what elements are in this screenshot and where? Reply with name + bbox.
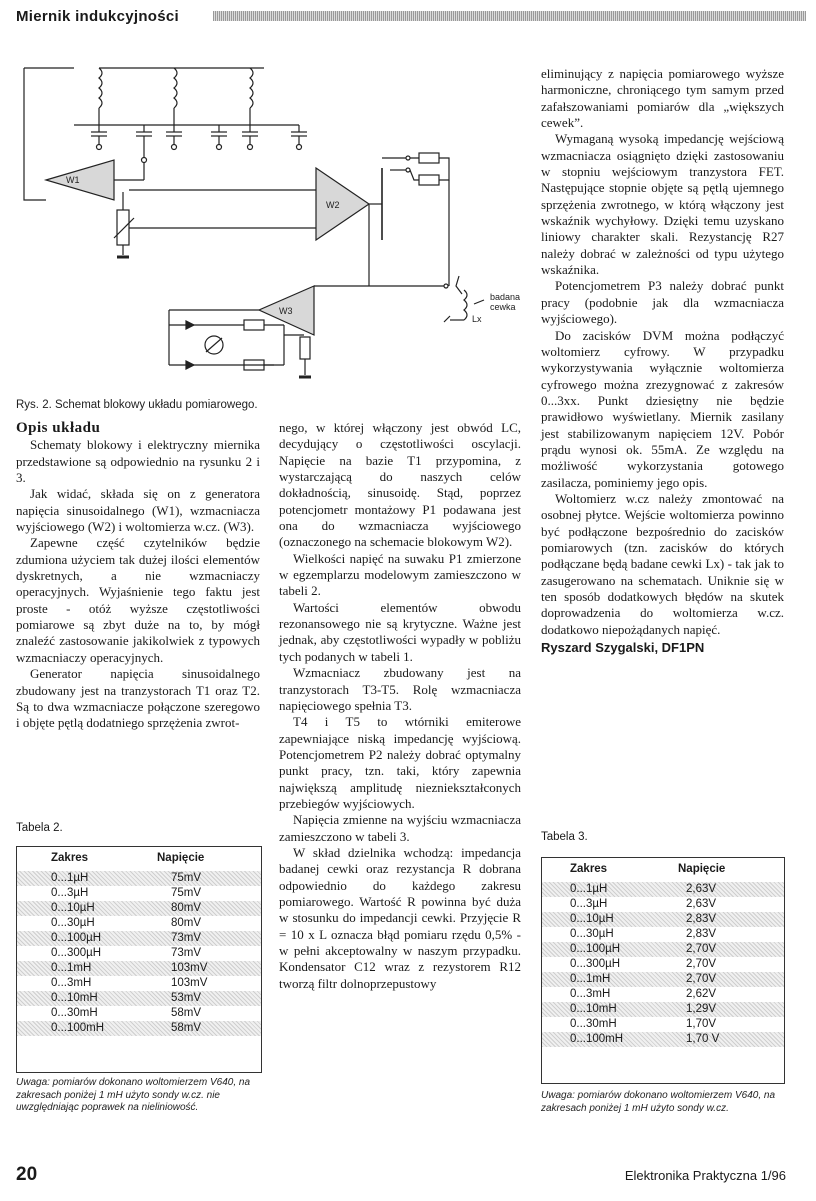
- paragraph: Potencjometrem P3 należy dobrać punkt pracy (podobnie jak dla wzmacniacza wyjściowego).: [541, 278, 784, 327]
- paragraph: nego, w której włączony jest obwód LC, decydujący o częstotliwości oscylacji. Napięcie na bazie T1 przypomina, z wystarczającą do naszych celów dokładnością, sinusoidę. Stąd, poprzez potencjometr montażowy P1 podawana jest ona do wzmacniacza wyjściowego (oznaczonego na schemacie blokowym W2).: [279, 420, 521, 550]
- paragraph: Do zacisków DVM można podłączyć woltomierz cyfrowy. W przypadku wykorzystywania wyłącznie woltomierza cyfrowego można zrezygnować z zakresów 0...3xx. Punkt dziesiętny nie będzie prawidłowo wyświetlany. Miernik zasilany jest stabilizowanym napięciem 12V. Pobór prądu wynosi ok. 55mA. Ze względu na możliwość wykorzystania gotowego zasilacza, pominiemy jego opis.: [541, 327, 784, 490]
- potentiometer-p1: [117, 210, 129, 245]
- table-row: [17, 871, 261, 886]
- voltage-cell: 53mV: [171, 992, 202, 1004]
- voltage-cell: 73mV: [171, 947, 202, 959]
- table-row: [17, 976, 261, 991]
- range-cell: 0...1µH: [570, 883, 608, 895]
- author-signature: Ryszard Szygalski, DF1PN: [541, 640, 705, 656]
- resistor-out: [300, 337, 310, 359]
- range-cell: 0...10µH: [51, 902, 95, 914]
- range-cell: 0...100mH: [570, 1033, 624, 1045]
- label-cewka: cewka: [490, 302, 516, 312]
- voltage-cell: 103mV: [171, 977, 208, 989]
- page-number: 20: [16, 1164, 38, 1185]
- table3-label: Tabela 3.: [541, 831, 588, 843]
- resistor-range-2: [419, 175, 439, 185]
- table-row: [542, 912, 784, 927]
- paragraph: Wymaganą wysoką impedancję wejściową wzmacniacza osiągnięto dzięki zastosowaniu w stopniu wejściowym tranzystora FET. Następujące stopnie objęte są pętlą ujemnego sprzężenia zwrotnego, w którą włączony jest wskaźnik wychyłowy. Dzięki temu uzyskano liniowy charakter skali. Rezystancję R27 należy dobrać w zależności od typu użytego wskaźnika.: [541, 131, 784, 278]
- range-cell: 0...3mH: [570, 988, 611, 1000]
- table2: [16, 846, 262, 1073]
- paragraph: Woltomierz w.cz należy zmontować na osobnej płytce. Wejście woltomierza powinno być podłączone bezpośrednio do zacisków pomiarowych (tzn. zacisków do których podłączane będą badane cewki Lx) - tak jak to zasugerowano na schematach. Uniknie się w ten sposób dodatkowych błędów na skutek doprowadzenia do woltomierza w.cz. dodatkowo niepożądanych napięć.: [541, 490, 784, 637]
- table2-header-napiecie: Napięcie: [157, 852, 205, 864]
- table2-note: Uwaga: pomiarów dokonano woltomierzem V640, na zakresach poniżej 1 mH użyto sondy w.cz. nie uwzględniając poprawek na nieliniowość.: [16, 1077, 251, 1113]
- label-badana: badana: [490, 292, 521, 302]
- column-3: [541, 66, 784, 656]
- column-2: [279, 420, 521, 992]
- diode-1: [186, 321, 194, 329]
- voltage-cell: 1,29V: [686, 1003, 717, 1015]
- table3-header-zakres: Zakres: [570, 863, 608, 875]
- table-row: [17, 931, 261, 946]
- table-row: [17, 1006, 261, 1021]
- table-row: [542, 1002, 784, 1017]
- table-row: [542, 987, 784, 1002]
- range-cell: 0...1mH: [51, 962, 92, 974]
- voltage-cell: 73mV: [171, 932, 202, 944]
- voltage-cell: 1,70 V: [686, 1033, 720, 1045]
- paragraph: Generator napięcia sinusoidalnego zbudowany jest na tranzystorach T1 oraz T2. Są to dwa wzmacniacze połączone szeregowo i objęte pętlą dodatniego sprzężenia zwrot-: [16, 666, 260, 731]
- voltage-cell: 58mV: [171, 1022, 202, 1034]
- voltage-cell: 80mV: [171, 917, 202, 929]
- table-row: [17, 901, 261, 916]
- table-row: [17, 916, 261, 931]
- column-1: [16, 420, 260, 732]
- table-row: [542, 927, 784, 942]
- paragraph: W skład dzielnika wchodzą: impedancja badanej cewki oraz rezystancja R dobrana odpowiednio do każdego zakresu pomiarowego. Wartość R powinna być duża w stosunku do impedancji cewki. Przyjęcie R = 10 x L oznacza błąd pomiaru rzędu 0,5% - w pełni akceptowalny w naszym przypadku. Kondensator C12 wraz z rezystorem R12 tworzą filtr dolnoprzepustowy: [279, 844, 521, 991]
- label-w2: W2: [326, 200, 340, 210]
- range-cell: 0...300µH: [570, 958, 621, 970]
- inductor-3: [250, 68, 253, 108]
- table-row: [17, 946, 261, 961]
- table-row: [17, 991, 261, 1006]
- range-cell: 0...1mH: [570, 973, 611, 985]
- voltage-cell: 2,62V: [686, 988, 717, 1000]
- range-cell: 0...100µH: [51, 932, 102, 944]
- voltage-cell: 2,70V: [686, 943, 717, 955]
- voltage-cell: 1,70V: [686, 1018, 717, 1030]
- inductor-2: [174, 68, 177, 108]
- paragraph: T4 i T5 to wtórniki emiterowe zapewniające niską impedancję wyjściową. Potencjometrem P2 należy dobrać optymalny punkt pracy, tzn. taki, który zapewnia największą amplitudę niezniekształconych przebiegów wyjściowych.: [279, 714, 521, 811]
- table3-note: Uwaga: pomiarów dokonano woltomierzem V640, na zakresach poniżej 1 mH użyto sondy w.cz.: [541, 1090, 776, 1114]
- voltage-cell: 2,83V: [686, 913, 717, 925]
- range-cell: 0...300µH: [51, 947, 102, 959]
- label-lx: Lx: [472, 314, 482, 324]
- table2-body: [17, 871, 261, 1036]
- table2-header-zakres: Zakres: [51, 852, 89, 864]
- range-cell: 0...3µH: [570, 898, 608, 910]
- table3-header-napiecie: Napięcie: [678, 863, 726, 875]
- range-cell: 0...100µH: [570, 943, 621, 955]
- capacitors: [91, 125, 307, 150]
- voltage-cell: 75mV: [171, 887, 202, 899]
- header-band: [213, 11, 806, 21]
- table3-body: [542, 882, 784, 1047]
- table-row: [542, 1017, 784, 1032]
- table-row: [542, 1032, 784, 1047]
- table3: [541, 857, 785, 1084]
- voltage-cell: 103mV: [171, 962, 208, 974]
- table2-header: [17, 847, 261, 871]
- paragraph: Schematy blokowy i elektryczny miernika przedstawione są odpowiednio na rysunku 2 i 3.: [16, 437, 260, 486]
- voltage-cell: 58mV: [171, 1007, 202, 1019]
- amplifier-w2: [316, 168, 369, 240]
- table-row: [17, 886, 261, 901]
- label-w3: W3: [279, 306, 293, 316]
- block-diagram: [14, 50, 524, 395]
- figure-caption: Rys. 2. Schemat blokowy układu pomiarowego.: [16, 399, 258, 411]
- table2-label: Tabela 2.: [16, 822, 63, 834]
- range-cell: 0...10mH: [570, 1003, 617, 1015]
- header-title: Miernik indukcyjności: [16, 8, 180, 25]
- inductor-lx: [464, 290, 467, 320]
- table-row: [542, 882, 784, 897]
- table-row: [542, 972, 784, 987]
- range-cell: 0...30µH: [51, 917, 95, 929]
- paragraph: Wielkości napięć na suwaku P1 zmierzone w egzemplarzu modelowym zamieszczono w tabeli 2.: [279, 550, 521, 599]
- voltage-cell: 2,70V: [686, 958, 717, 970]
- table-row: [17, 1021, 261, 1036]
- section-title: Opis układu: [16, 420, 101, 436]
- voltage-cell: 2,63V: [686, 883, 717, 895]
- table-row: [542, 897, 784, 912]
- voltage-cell: 2,83V: [686, 928, 717, 940]
- range-cell: 0...100mH: [51, 1022, 105, 1034]
- resistor-range-1: [419, 153, 439, 163]
- resistor-r27: [244, 320, 264, 330]
- voltage-cell: 2,70V: [686, 973, 717, 985]
- voltage-cell: 2,63V: [686, 898, 717, 910]
- table-row: [542, 942, 784, 957]
- table-row: [542, 957, 784, 972]
- diode-2: [186, 361, 194, 369]
- range-cell: 0...10µH: [570, 913, 614, 925]
- paragraph: Wzmacniacz zbudowany jest na tranzystorach T3-T5. Rolę wzmacniacza napięciowego spełnia T3.: [279, 665, 521, 713]
- range-cell: 0...30mH: [51, 1007, 98, 1019]
- paragraph: Jak widać, składa się on z generatora napięcia sinusoidalnego (W1), wzmacniacza wyjściowego (W2) i woltomierza w.cz. (W3).: [16, 486, 260, 535]
- paragraph: eliminujący z napięcia pomiarowego wyższe harmoniczne, chroniącego tym samym przed zafałszowaniami pomiarów dla „większych cewek”.: [541, 66, 784, 131]
- amplifier-w1: [46, 160, 114, 200]
- range-cell: 0...30µH: [570, 928, 614, 940]
- range-cell: 0...3mH: [51, 977, 92, 989]
- paragraph: Wartości elementów obwodu rezonansowego nie są krytyczne. Ważne jest jednak, aby częstotliwości wypadły w pobliżu tych podanych w tabeli 1.: [279, 599, 521, 664]
- voltage-cell: 80mV: [171, 902, 202, 914]
- paragraph: Napięcia zmienne na wyjściu wzmacniacza zamieszczono w tabeli 3.: [279, 812, 521, 844]
- running-header: [16, 6, 806, 30]
- inductor-1: [99, 68, 102, 108]
- table-row: [17, 961, 261, 976]
- range-cell: 0...1µH: [51, 872, 89, 884]
- paragraph: Zapewne część czytelników będzie zdumiona użyciem tak dużej ilości elementów dyskretnych, a nie wzmacniaczy operacyjnych. Wyjaśnienie tego faktu jest proste - otóż wyższe częstotliwości pomiarowe są zbyt duże na to, by mógł znaleźć zastosowanie jakikolwiek z typowych wzmacniaczy operacyjnych.: [16, 535, 260, 665]
- journal-title: Elektronika Praktyczna 1/96: [624, 1168, 786, 1183]
- range-cell: 0...10mH: [51, 992, 98, 1004]
- table3-header: [542, 858, 784, 882]
- range-cell: 0...30mH: [570, 1018, 617, 1030]
- label-w1: W1: [66, 175, 80, 185]
- voltage-cell: 75mV: [171, 872, 202, 884]
- range-cell: 0...3µH: [51, 887, 89, 899]
